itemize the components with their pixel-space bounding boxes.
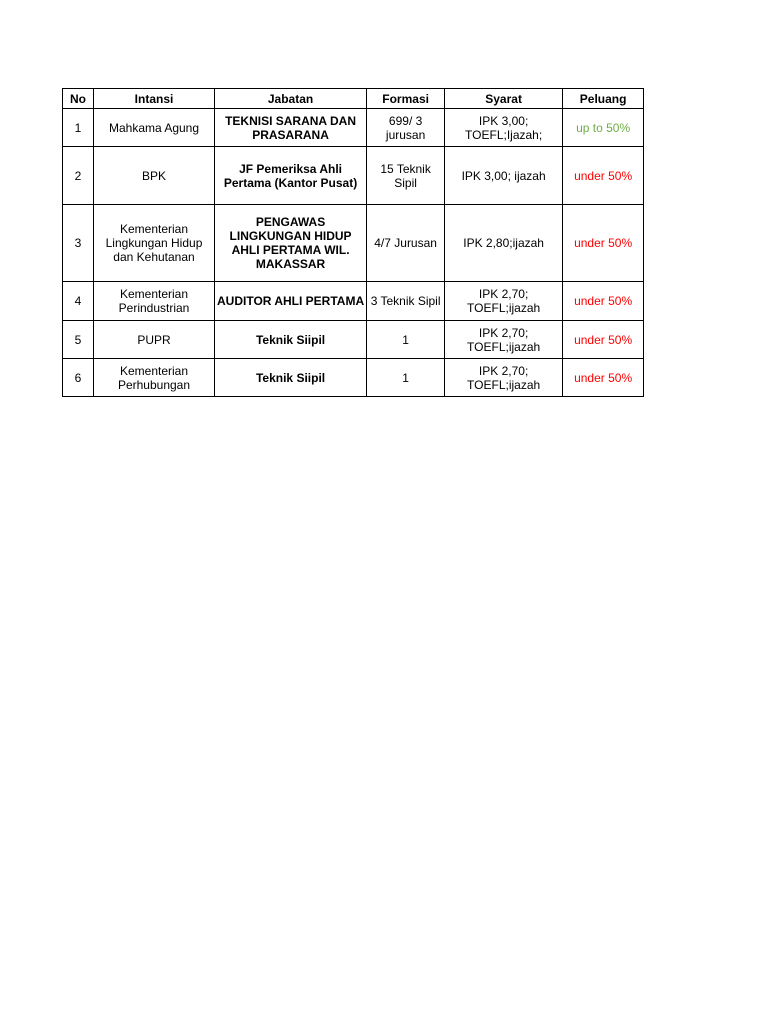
cell-no: 1 — [63, 109, 94, 147]
cell-peluang: under 50% — [563, 282, 644, 321]
table-row — [63, 205, 644, 282]
cell-syarat: IPK 2,70; TOEFL;ijazah — [445, 282, 563, 321]
cell-intansi: Kementerian Perindustrian — [94, 282, 215, 321]
cell-no: 4 — [63, 282, 94, 321]
cell-formasi: 1 — [367, 359, 445, 397]
cell-formasi: 15 Teknik Sipil — [367, 147, 445, 205]
cell-intansi: BPK — [94, 147, 215, 205]
header-syarat: Syarat — [445, 89, 563, 109]
table-row — [63, 359, 644, 397]
cell-intansi: Kementerian Perhubungan — [94, 359, 215, 397]
cell-peluang: under 50% — [563, 359, 644, 397]
cell-syarat: IPK 2,70; TOEFL;ijazah — [445, 359, 563, 397]
cell-no: 3 — [63, 205, 94, 282]
cell-jabatan: PENGAWAS LINGKUNGAN HIDUP AHLI PERTAMA WIL. MAKASSAR — [215, 205, 367, 282]
cell-formasi: 1 — [367, 321, 445, 359]
cell-jabatan: Teknik Siipil — [215, 359, 367, 397]
cell-peluang: up to 50% — [563, 109, 644, 147]
cell-syarat: IPK 3,00; TOEFL;Ijazah; — [445, 109, 563, 147]
header-peluang: Peluang — [563, 89, 644, 109]
cell-formasi: 4/7 Jurusan — [367, 205, 445, 282]
table-row — [63, 147, 644, 205]
cell-syarat: IPK 2,70; TOEFL;ijazah — [445, 321, 563, 359]
cell-no: 5 — [63, 321, 94, 359]
cell-jabatan: Teknik Siipil — [215, 321, 367, 359]
cell-jabatan: JF Pemeriksa Ahli Pertama (Kantor Pusat) — [215, 147, 367, 205]
cell-no: 6 — [63, 359, 94, 397]
formasi-table — [62, 88, 644, 397]
table-row — [63, 321, 644, 359]
header-no: No — [63, 89, 94, 109]
cell-peluang: under 50% — [563, 321, 644, 359]
cell-peluang: under 50% — [563, 205, 644, 282]
header-formasi: Formasi — [367, 89, 445, 109]
cell-intansi: Kementerian Lingkungan Hidup dan Kehutanan — [94, 205, 215, 282]
cell-intansi: PUPR — [94, 321, 215, 359]
table-row — [63, 109, 644, 147]
header-intansi: Intansi — [94, 89, 215, 109]
header-jabatan: Jabatan — [215, 89, 367, 109]
cell-jabatan: AUDITOR AHLI PERTAMA — [215, 282, 367, 321]
header-row — [63, 89, 644, 109]
cell-jabatan: TEKNISI SARANA DAN PRASARANA — [215, 109, 367, 147]
cell-syarat: IPK 3,00; ijazah — [445, 147, 563, 205]
cell-peluang: under 50% — [563, 147, 644, 205]
cell-formasi: 3 Teknik Sipil — [367, 282, 445, 321]
table-row — [63, 282, 644, 321]
cell-formasi: 699/ 3 jurusan — [367, 109, 445, 147]
cell-no: 2 — [63, 147, 94, 205]
cell-syarat: IPK 2,80;ijazah — [445, 205, 563, 282]
cell-intansi: Mahkama Agung — [94, 109, 215, 147]
